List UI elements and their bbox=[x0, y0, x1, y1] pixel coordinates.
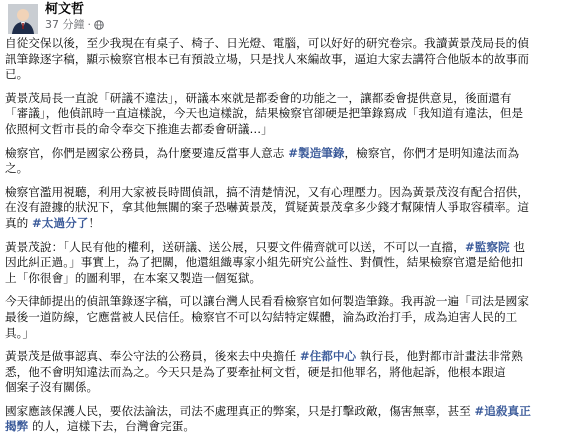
post-body bbox=[5, 36, 585, 443]
hashtag-link[interactable]: #追殺真正 bbox=[474, 403, 531, 418]
post-text: 依照柯文哲市長的命令奉交下推進去都委會研議…」 bbox=[5, 121, 273, 136]
post-paragraph bbox=[5, 349, 585, 396]
hashtag-link[interactable]: 揭弊 bbox=[5, 419, 29, 434]
globe-icon[interactable] bbox=[94, 20, 104, 30]
post-text: 的人，這樣下去，台灣會完蛋。 bbox=[28, 419, 196, 434]
post-text: 黃景茂是做事認真、奉公守法的公務員，後來去中央擔任 bbox=[5, 349, 300, 364]
post-text: 檢察官，你們是國家公務員，為什麼要違反當事人意志 bbox=[5, 145, 289, 160]
post-paragraph bbox=[5, 185, 585, 232]
post-paragraph bbox=[5, 91, 585, 138]
post-text: 因此糾正過。」事實上，為了把關，他還組織專家小組先研究公益性、對價性，結果檢察官還是給他扣 bbox=[5, 255, 524, 270]
post-text-line bbox=[5, 200, 585, 216]
post-text: 個案子沒有關係。 bbox=[5, 380, 99, 395]
post-text: 已。 bbox=[5, 67, 29, 82]
post-paragraph bbox=[5, 240, 585, 287]
post-text-line bbox=[5, 216, 585, 232]
post-text-line bbox=[5, 36, 585, 52]
post-text: 黃景茂局長一直說「研議不違法」，研議本來就是都委會的功能之一，讓都委會提供意見，後面還有 bbox=[5, 90, 512, 105]
post-time[interactable]: 37 分鐘 bbox=[45, 18, 85, 31]
post-paragraph bbox=[5, 404, 585, 435]
post-header bbox=[0, 0, 523, 34]
post-text-line bbox=[5, 240, 585, 256]
post-text-line bbox=[5, 380, 585, 396]
post-text: 最後一道防線，它應當被人民信任。檢察官不可以勾結特定媒體，淪為政治打手，成為迫害人民的工 bbox=[5, 309, 518, 324]
post-paragraph bbox=[5, 36, 585, 83]
post-text: 黃景茂說：「人民有他的權利，送研議、送公展，只要文件備齊就可以送，不可以一直擋， bbox=[5, 239, 465, 254]
post-text: 自從交保以後，至少我現在有桌子、椅子、日光燈、電腦，可以好好的研究卷宗。我讀黃景茂局長的偵 bbox=[5, 36, 529, 50]
post-text-line bbox=[5, 161, 585, 177]
post-text: 也 bbox=[509, 239, 526, 254]
post-text: 悉，他不會明知違法而為之。今天只是為了要牽扯柯文哲，硬是扣他罪名，將他起訴，他根本跟這 bbox=[5, 364, 506, 379]
post-text: 國家應該保護人民，要依法論法，司法不處理真正的弊案，只是打擊政敵，傷害無辜，甚至 bbox=[5, 403, 475, 418]
post-text: 具。」 bbox=[5, 325, 35, 340]
hashtag-link[interactable]: #太過分了 bbox=[32, 215, 89, 230]
post-text-line bbox=[5, 185, 585, 201]
post-text: 執行長，他對都市計畫法非常熟 bbox=[356, 349, 523, 364]
post-text-line bbox=[5, 146, 585, 162]
post-text-line bbox=[5, 52, 585, 68]
post-text-line bbox=[5, 91, 585, 107]
post-text: ！ bbox=[88, 215, 101, 230]
profile-avatar[interactable] bbox=[8, 4, 38, 34]
hashtag-link[interactable]: #監察院 bbox=[464, 239, 510, 254]
post-text: 訊筆錄逐字稿，顯示檢察官根本已有預設立場，只是找人來編故事，逼迫大家去講符合他版本的故事而 bbox=[5, 51, 529, 66]
hashtag-link[interactable]: #製造筆錄 bbox=[288, 145, 345, 160]
post-text: 上「你很會」的圖利罪，在本案又製造一個冤獄。 bbox=[5, 270, 262, 285]
post-meta bbox=[45, 18, 104, 32]
post-text: 在沒有證據的狀況下，拿其他無關的案子恐嚇黃景茂，質疑黃景茂拿多少錢才幫陳情人爭取容積率。這 bbox=[5, 200, 529, 215]
post-text: 今天律師提出的偵訊筆錄逐字稿，可以讓台灣人民看看檢察官如何製造筆錄。我再說一遍「司法是國家 bbox=[5, 294, 529, 309]
post-text: 之。 bbox=[5, 161, 29, 176]
post-text-line bbox=[5, 310, 585, 326]
post-text-line bbox=[5, 271, 585, 287]
post-paragraph bbox=[5, 146, 585, 177]
meta-separator: · bbox=[87, 18, 91, 31]
post-text: 真的 bbox=[5, 215, 33, 230]
post-text-line bbox=[5, 67, 585, 83]
post-text-line bbox=[5, 106, 585, 122]
post-text: 檢察官濫用視聽，利用大家被長時間偵訊，搞不清楚情況，又有心理壓力。因為黃景茂沒有配合招供， bbox=[5, 184, 529, 199]
post-text-line bbox=[5, 404, 585, 420]
post-text: 「審議」，他偵訊時一直這樣說，今天也這樣說，結果檢察官卻硬是把筆錄寫成「我知道有違法，但是 bbox=[5, 106, 524, 121]
hashtag-link[interactable]: #住都中心 bbox=[299, 349, 357, 364]
author-name[interactable]: 柯文哲 bbox=[45, 2, 85, 17]
post-text-line bbox=[5, 255, 585, 271]
post-text-line bbox=[5, 419, 585, 435]
post-text-line bbox=[5, 294, 585, 310]
avatar-image bbox=[8, 4, 38, 34]
post-text-line bbox=[5, 349, 585, 365]
post-paragraph bbox=[5, 294, 585, 341]
post-text-line bbox=[5, 365, 585, 381]
post-text-line bbox=[5, 326, 585, 342]
post-text: ，檢察官，你們才是明知違法而為 bbox=[344, 145, 520, 160]
post-text-line bbox=[5, 122, 585, 138]
